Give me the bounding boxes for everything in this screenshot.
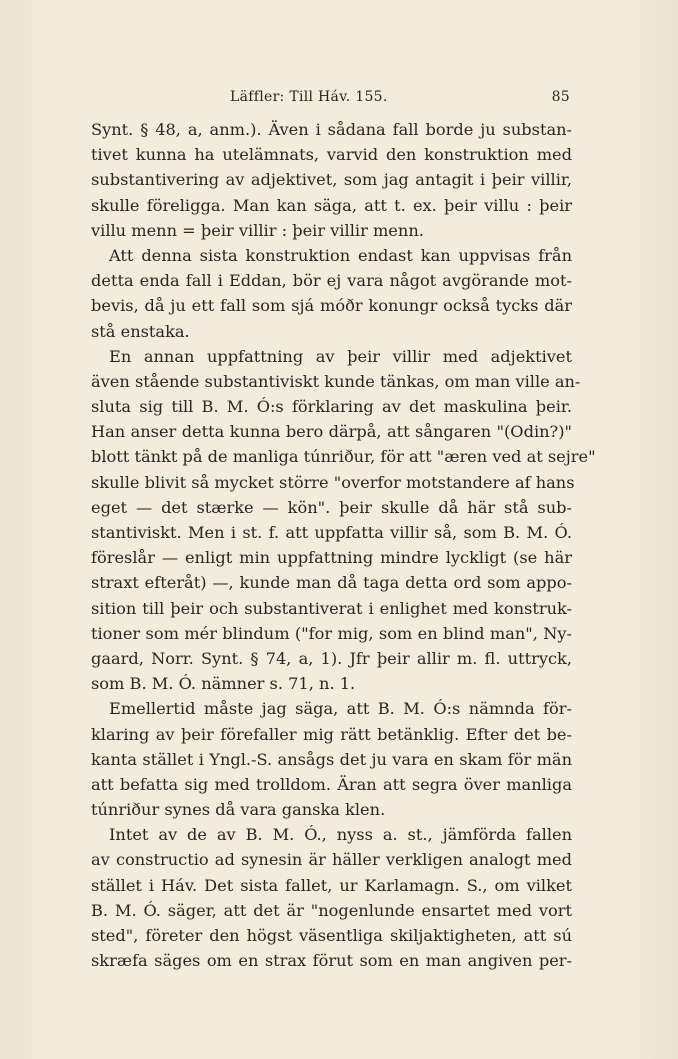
text-line: B. M. Ó. säger, att det är "nogenlunde ensartet med vort [91, 900, 572, 920]
text-line: även stående substantiviskt kunde tänkas, om man ville an- [91, 371, 581, 391]
text-line: villu menn = þeir villir : þeir villir menn. [91, 220, 424, 240]
text-line: skræfa säges om en strax förut som en man angiven per- [91, 951, 572, 971]
text-line: Intet av de av B. M. Ó., nyss a. st., jämförda fallen [109, 825, 572, 845]
text-line: Han anser detta kunna bero därpå, att sångaren "(Odin?)" [91, 422, 572, 442]
text-line: som B. M. Ó. nämner s. 71, n. 1. [91, 674, 356, 694]
text-line: tioner som mér blindum ("for mig, som en blind man", Ny- [91, 623, 572, 643]
text-line: túnriður synes då vara ganska klen. [91, 800, 386, 820]
text-line: sluta sig till B. M. Ó:s förklaring av det maskulina þeir. [91, 397, 572, 417]
text-line: sition till þeir och substantiverat i enlighet med konstruk- [91, 598, 572, 618]
text-line: Emellertid måste jag säga, att B. M. Ó:s nämnda för- [109, 699, 572, 719]
text-line: sted", företer den högst väsentliga skiljaktigheten, att sú [91, 926, 572, 945]
text-line: gaard, Norr. Synt. § 74, a, 1). Jfr þeir allir m. fl. uttryck, [91, 648, 572, 668]
text-line: skulle blivit så mycket större "overfor motstandere af hans [91, 472, 575, 492]
text-line: stället i Háv. Det sista fallet, ur Karlamagn. S., om vilket [91, 875, 572, 895]
text-line: bevis, då ju ett fall som sjá móðr konungr också tycks där [91, 296, 572, 316]
text-line: En annan uppfattning av þeir villir med adjektivet [109, 346, 572, 366]
running-header [90, 89, 570, 111]
text-line: Synt. § 48, a, anm.). Även i sådana fall borde ju substan- [91, 120, 572, 139]
text-line: skulle föreligga. Man kan säga, att t. ex. þeir villu : þeir [91, 195, 572, 215]
body-text [91, 117, 596, 973]
running-title: Läffler: Till Háv. 155. [230, 89, 388, 105]
text-line: detta enda fall i Eddan, bör ej vara något avgörande mot- [91, 271, 572, 291]
text-line: stantiviskt. Men i st. f. att uppfatta villir så, som B. M. Ó. [91, 523, 572, 542]
text-line: substantivering av adjektivet, som jag antagit i þeir villir, [91, 170, 572, 190]
text-line: att befatta sig med trolldom. Äran att segra över manliga [91, 774, 572, 794]
text-line: straxt efteråt) —, kunde man då taga detta ord som appo- [91, 573, 572, 593]
page-number: 85 [551, 89, 570, 105]
text-line: klaring av þeir förefaller mig rätt betänklig. Efter det be- [91, 724, 572, 744]
text-line: Att denna sista konstruktion endast kan uppvisas från [109, 245, 572, 265]
text-line: föreslår — enligt min uppfattning mindre lyckligt (se här [91, 548, 572, 568]
text-line: av constructio ad synesin är häller verkligen analogt med [91, 850, 572, 870]
text-line: tivet kunna ha utelämnats, varvid den konstruktion med [91, 145, 572, 165]
text-line: stå enstaka. [91, 321, 190, 341]
text-line: eget — det stærke — kön". þeir skulle då här stå sub- [91, 497, 572, 517]
text-line: kanta stället i Yngl.-S. ansågs det ju vara en skam för män [91, 749, 572, 769]
text-line: blott tänkt på de manliga túnriður, för att "æren ved at sejre" [91, 447, 596, 467]
